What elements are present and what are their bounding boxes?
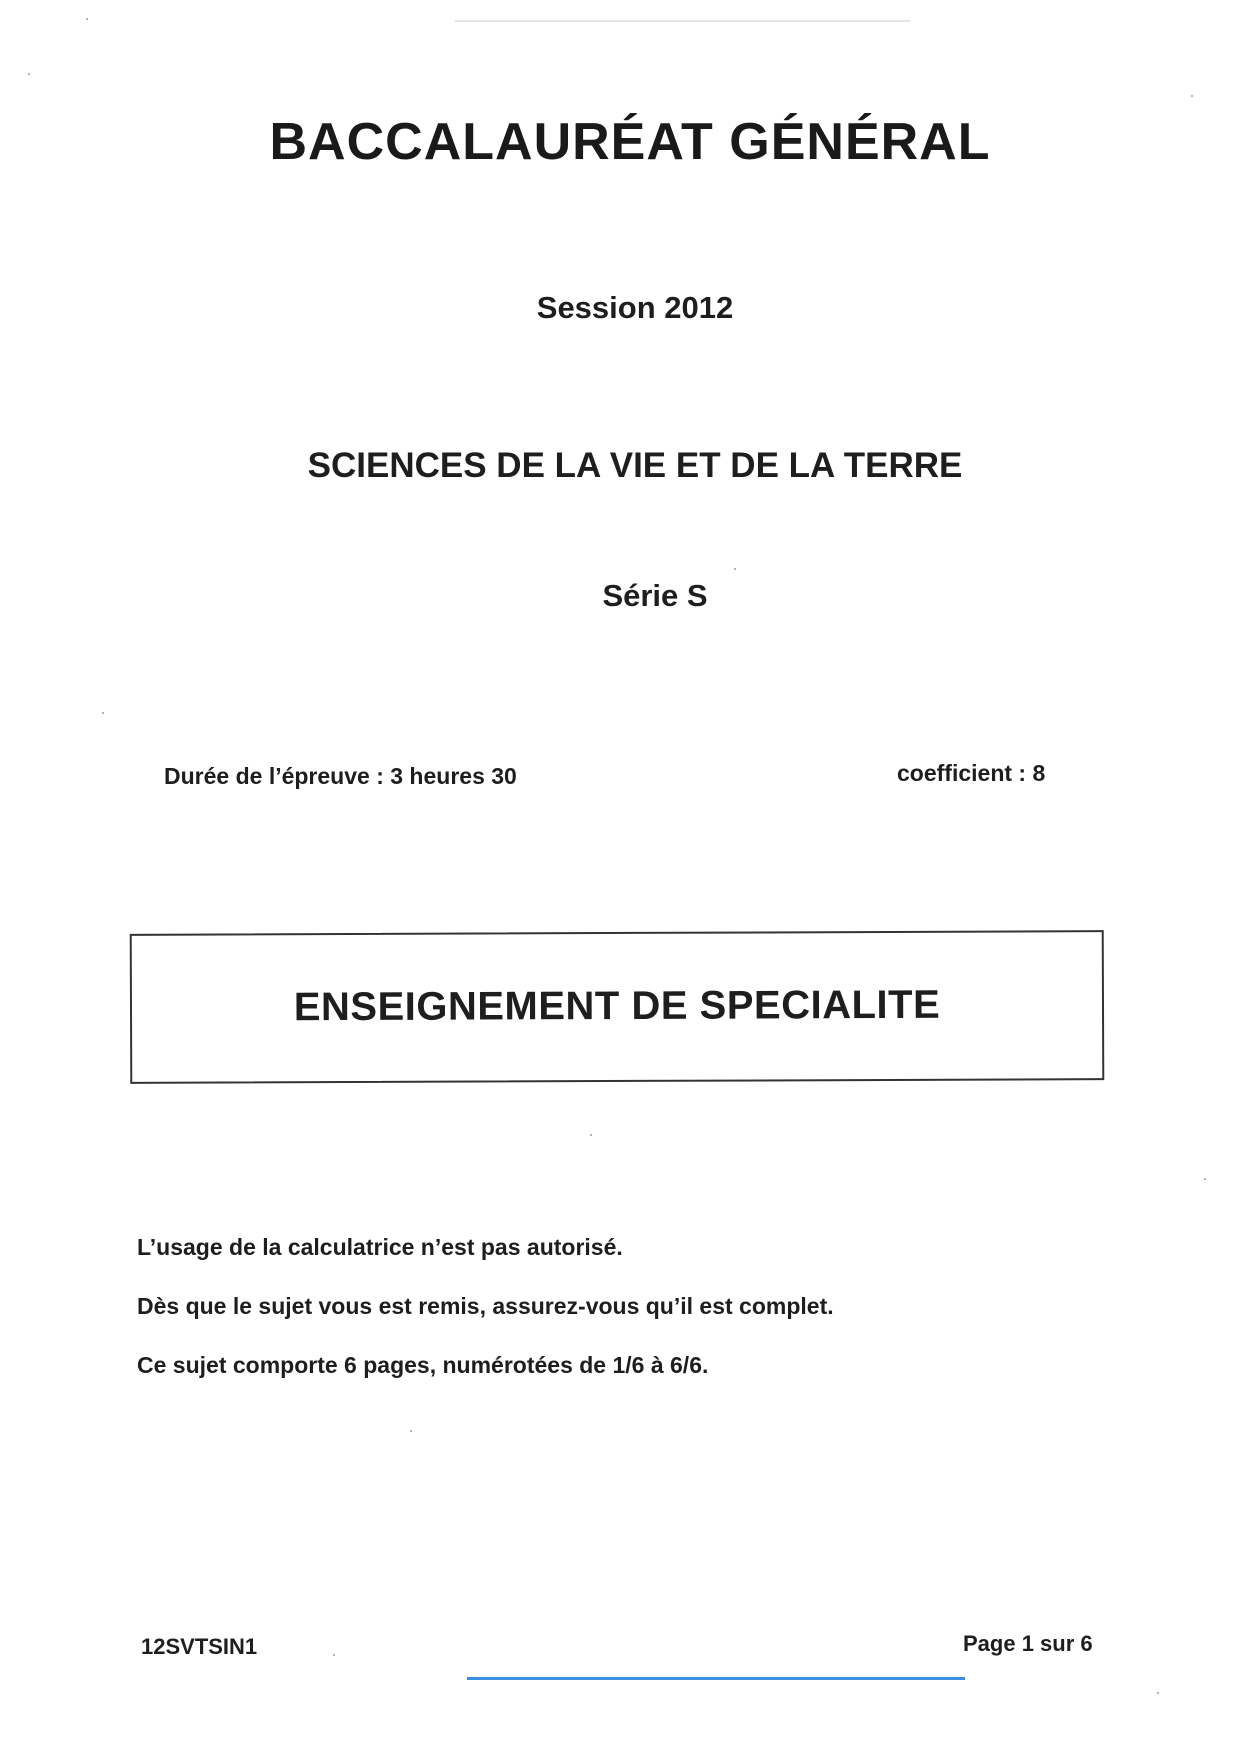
scan-blue-line	[467, 1677, 965, 1680]
instruction-completeness: Dès que le sujet vous est remis, assurez-vous qu’il est complet.	[137, 1293, 834, 1319]
scan-speck	[1204, 1178, 1206, 1180]
exam-coefficient: coefficient : 8	[897, 760, 1046, 786]
scan-speck	[333, 1654, 335, 1656]
specialty-title: ENSEIGNEMENT DE SPECIALITE	[293, 982, 941, 1030]
scan-speck	[1157, 1692, 1159, 1694]
specialty-box	[130, 930, 1105, 1084]
instruction-calculator: L’usage de la calculatrice n’est pas autorisé.	[137, 1234, 623, 1260]
session-label: Session 2012	[536, 290, 734, 325]
scan-speck	[734, 568, 736, 570]
subject-title: SCIENCES DE LA VIE ET DE LA TERRE	[307, 446, 963, 485]
scan-speck	[28, 73, 30, 75]
footer-exam-code: 12SVTSIN1	[141, 1634, 258, 1659]
scan-speck	[1191, 95, 1193, 97]
scan-speck	[590, 1134, 592, 1136]
scan-speck	[86, 18, 88, 20]
footer-page-number: Page 1 sur 6	[963, 1631, 1093, 1656]
exam-duration: Durée de l’épreuve : 3 heures 30	[164, 763, 517, 789]
scan-artifact-line	[455, 20, 910, 22]
scan-speck	[102, 712, 104, 714]
serie-label: Série S	[602, 578, 708, 613]
exam-title: BACCALAURÉAT GÉNÉRAL	[269, 113, 991, 171]
instruction-page-count: Ce sujet comporte 6 pages, numérotées de 1/6 à 6/6.	[137, 1352, 709, 1378]
scan-speck	[410, 1430, 412, 1432]
instructions-list	[137, 1233, 834, 1410]
